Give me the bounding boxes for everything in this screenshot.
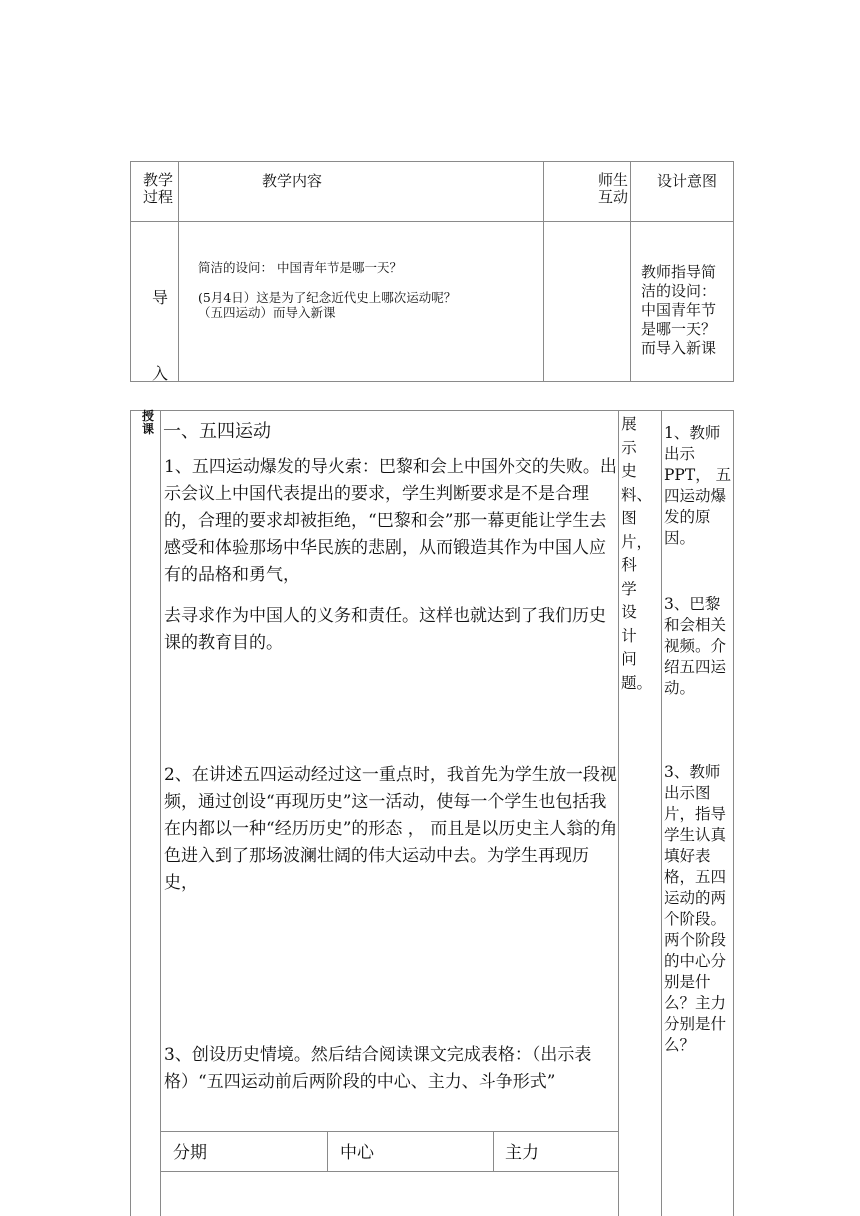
design-intent-3: 3、教师出示图片，指导学生认真填好表格，五四运动的两个阶段。两个阶段的中心分别是什么？主力分别是什么？ bbox=[664, 763, 727, 1054]
header-teaching-process: 教学过程 bbox=[143, 171, 174, 206]
paragraph-1: 1、五四运动爆发的导火索：巴黎和会上中国外交的失败。出示会议上中国代表提出的要求，学生判断要求是不是合理的，合理的要求却被拒绝，“巴黎和会”那一幕更能让学生去感受和体验那场中华民族的悲剧，从而锻造其作为中国人应有的品格和勇气， bbox=[164, 457, 617, 585]
intro-line-3: （五四运动）而导入新课 bbox=[198, 305, 336, 320]
design-intent-1: 1、教师出示PPT， 五四运动爆发的原因。 bbox=[664, 424, 732, 547]
paragraph-3: 3、创设历史情境。然后结合阅读课文完成表格：（出示表格）“五四运动前后两阶段的中心、主力、斗争形式” bbox=[164, 1045, 592, 1092]
stage-label-intro: 导入 bbox=[152, 288, 169, 383]
header-interaction: 师生互动 bbox=[597, 171, 628, 206]
inner-header-period: 分期 bbox=[173, 1143, 207, 1163]
section-heading: 一、五四运动 bbox=[163, 421, 271, 442]
stage-label-lesson: 授课 bbox=[142, 409, 155, 436]
design-intent-2: 3、巴黎和会相关视频。介绍五四运动。 bbox=[664, 595, 727, 697]
intro-line-2: (5月4日）这是为了纪念近代史上哪次运动呢？ bbox=[198, 290, 457, 305]
paragraph-1-cont: 去寻求作为中国人的义务和责任。这样也就达到了我们历史课的教育目的。 bbox=[164, 606, 606, 653]
inner-header-force: 主力 bbox=[505, 1143, 539, 1163]
header-design-intent: 设计意图 bbox=[657, 172, 718, 190]
header-teaching-content: 教学内容 bbox=[262, 172, 323, 190]
inner-header-center: 中心 bbox=[340, 1143, 374, 1163]
intro-line-1: 简洁的设问： 中国青年节是哪一天？ bbox=[198, 260, 402, 275]
paragraph-2: 2、在讲述五四运动经过这一重点时，我首先为学生放一段视频，通过创设“再现历史”这一活动，使每一个学生也包括我在内都以一种“经历历史”的形态 ， 而且是以历史主人翁的角色进入到了那场波澜壮阔的伟大运动中去。为学生再现历史， bbox=[164, 765, 618, 893]
intro-design-intent: 教师指导简洁的设问：中国青年节是哪一天？而导入新课 bbox=[641, 263, 717, 357]
interaction-text: 展示史料、图片，科学设计问题。 bbox=[621, 415, 653, 692]
